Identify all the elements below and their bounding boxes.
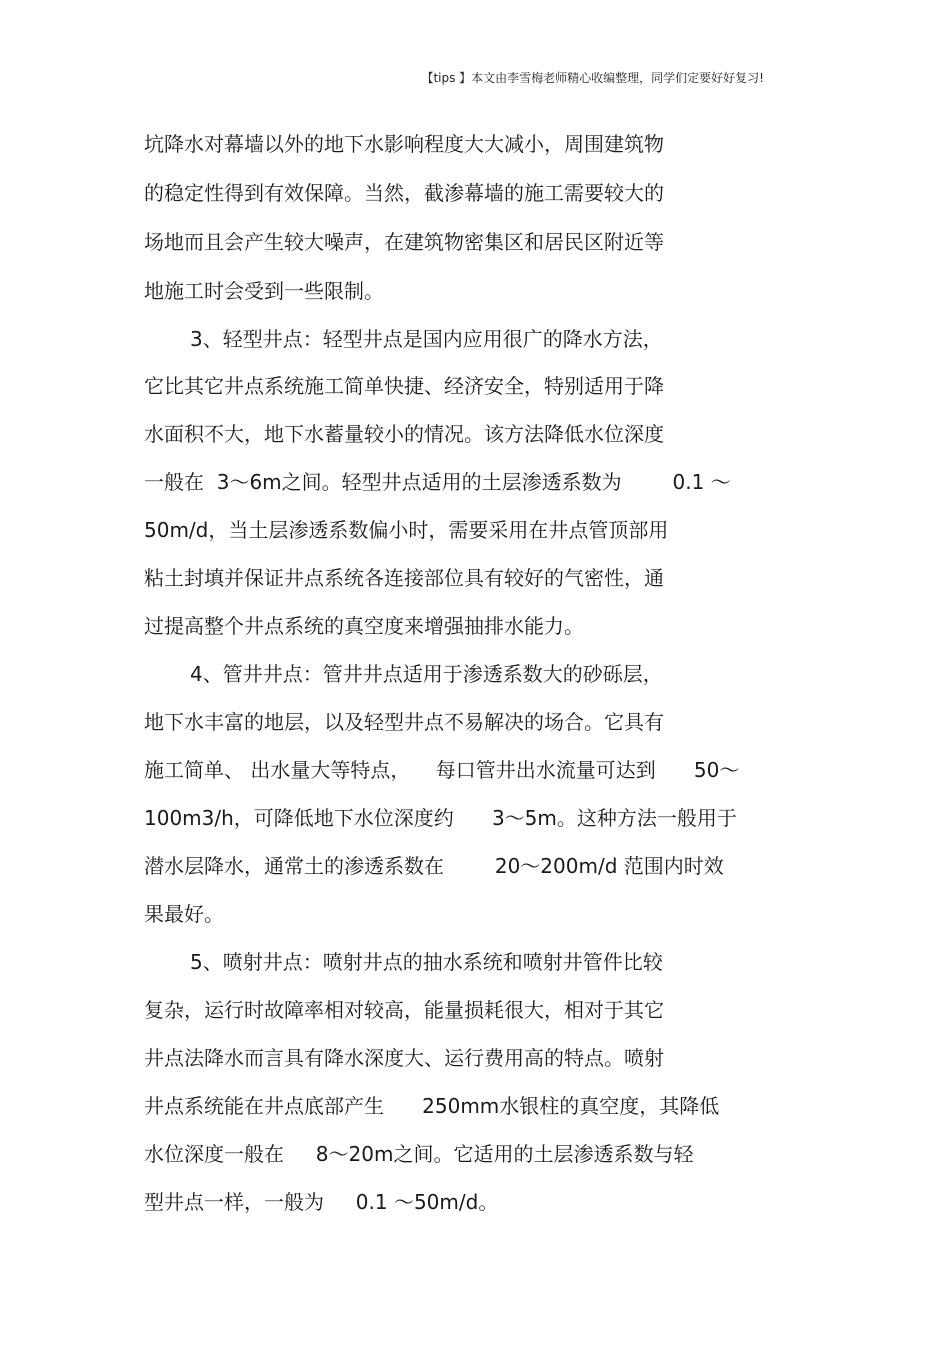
body-line: 50m/d，当土层渗透系数偏小时，需要采用在井点管顶部用: [144, 518, 669, 542]
body-line: 粘土封填并保证井点系统各连接部位具有较好的气密性，通: [144, 566, 664, 590]
body-line: 潜水层降水，通常土的渗透系数在 20～200m/d 范围内时效: [144, 854, 724, 878]
body-line: 过提高整个井点系统的真空度来增强抽排水能力。: [144, 614, 584, 638]
paragraph-heading-light-wellpoint: 3、轻型井点：轻型井点是国内应用很广的降水方法，: [190, 327, 663, 351]
body-line: 的稳定性得到有效保障。当然，截渗幕墙的施工需要较大的: [144, 181, 664, 205]
body-line: 一般在 3～6m之间。轻型井点适用的土层渗透系数为 0.1 ～: [144, 470, 731, 494]
body-line: 复杂，运行时故障率相对较高，能量损耗很大，相对于其它: [144, 998, 664, 1022]
body-line: 地下水丰富的地层，以及轻型井点不易解决的场合。它具有: [144, 710, 664, 734]
body-line: 它比其它井点系统施工简单快捷、经济安全，特别适用于降: [144, 374, 664, 398]
body-line: 水面积不大，地下水蓄量较小的情况。该方法降低水位深度: [144, 422, 664, 446]
body-line: 场地而且会产生较大噪声，在建筑物密集区和居民区附近等: [144, 230, 664, 254]
body-line: 果最好。: [144, 902, 224, 926]
body-line: 100m3/h，可降低地下水位深度约 3～5m。这种方法一般用于: [144, 806, 737, 830]
body-line: 坑降水对幕墙以外的地下水影响程度大大减小，周围建筑物: [144, 132, 664, 156]
body-line: 型井点一样，一般为 0.1 ～50m/d。: [144, 1190, 499, 1214]
body-line: 井点法降水而言具有降水深度大、运行费用高的特点。喷射: [144, 1046, 664, 1070]
body-line: 地施工时会受到一些限制。: [144, 279, 384, 303]
body-line: 施工简单、 出水量大等特点， 每口管井出水流量可达到 50～: [144, 758, 740, 782]
header-tips-note: 【tips 】本文由李雪梅老师精心收编整理，同学们定要好好复习!: [421, 71, 764, 85]
body-line: 水位深度一般在 8～20m之间。它适用的土层渗透系数与轻: [144, 1142, 694, 1166]
paragraph-heading-jet-wellpoint: 5、喷射井点：喷射井点的抽水系统和喷射井管件比较: [190, 950, 663, 974]
body-line: 井点系统能在井点底部产生 250mm水银柱的真空度，其降低: [144, 1094, 720, 1118]
paragraph-heading-tube-well: 4、管井井点：管井井点适用于渗透系数大的砂砾层，: [190, 662, 663, 686]
